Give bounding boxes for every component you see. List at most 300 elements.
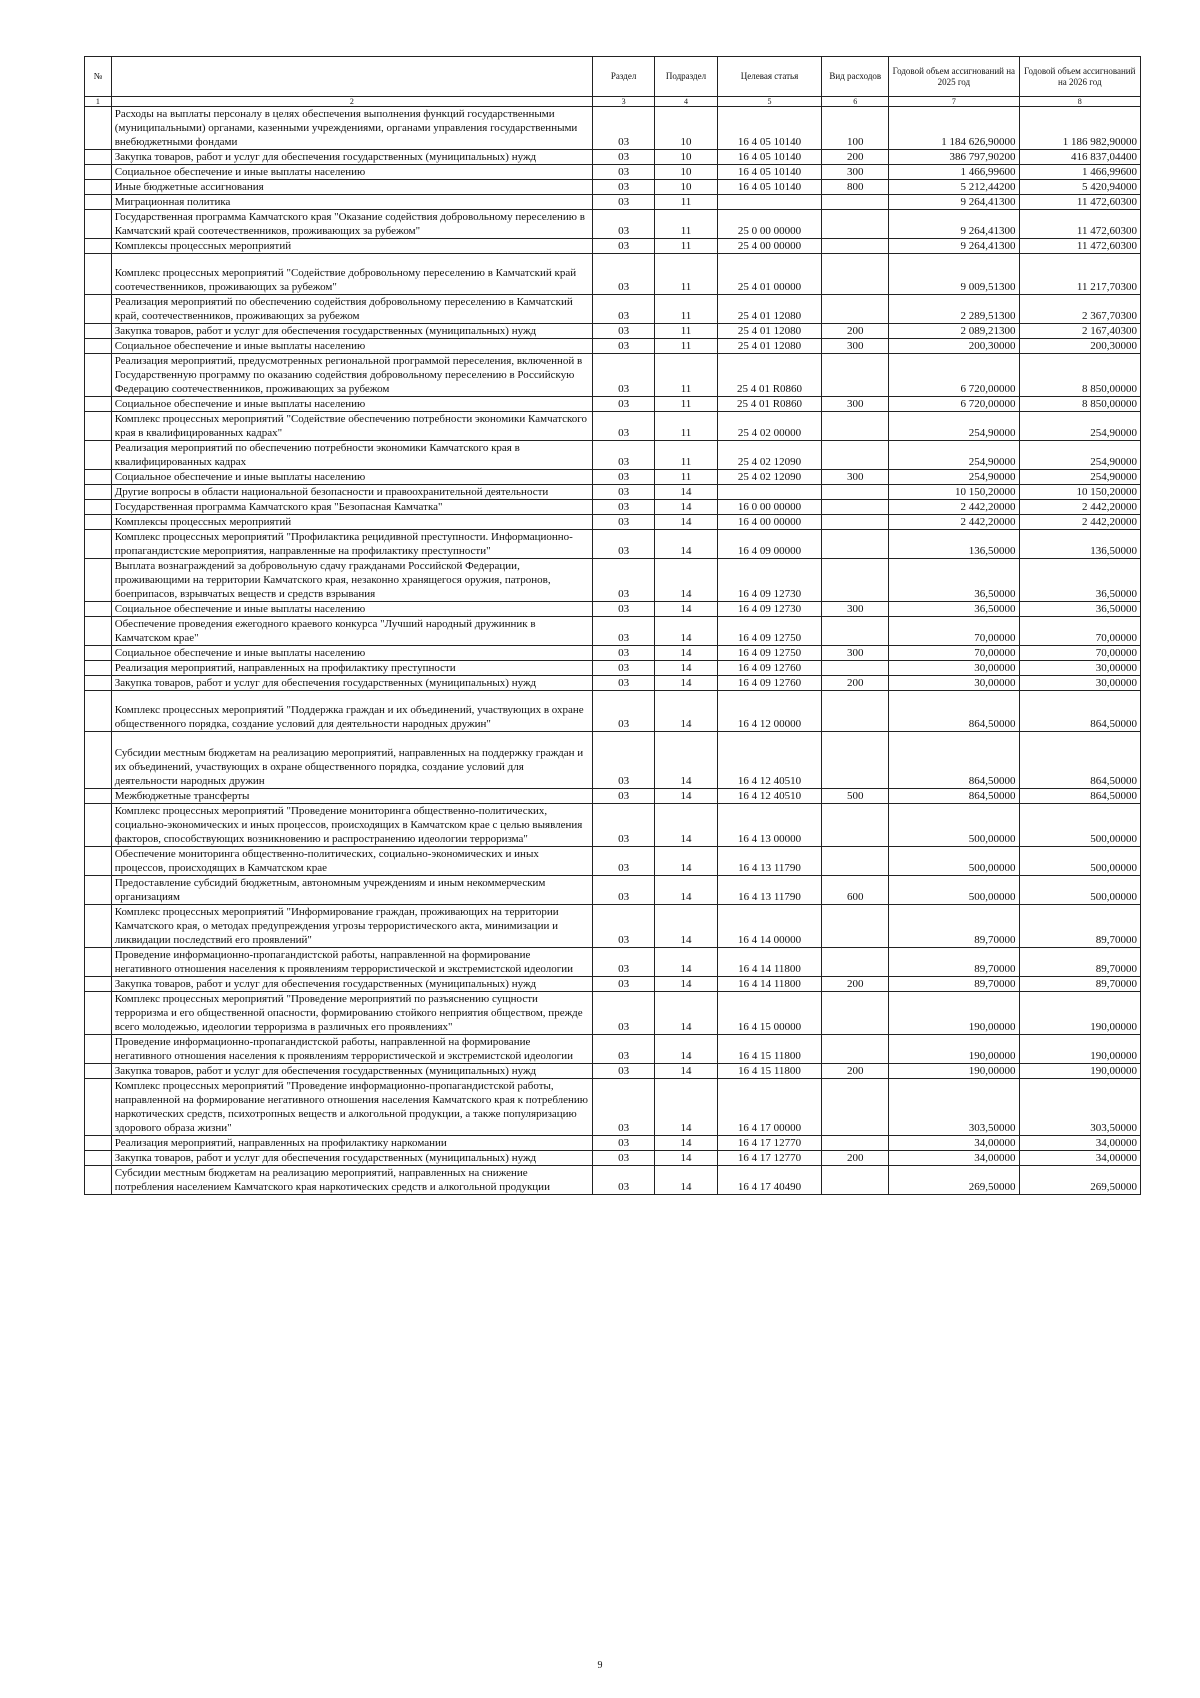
- cell-no: [85, 412, 112, 441]
- table-row: [85, 150, 1141, 165]
- table-row: [85, 397, 1141, 412]
- cell-podrazdel: 11: [655, 210, 717, 239]
- cell-podrazdel: 14: [655, 804, 717, 847]
- cell-vid: 300: [822, 165, 889, 180]
- table-row: [85, 441, 1141, 470]
- table-row: [85, 676, 1141, 691]
- cell-razdel: 03: [592, 500, 654, 515]
- cell-2025: 254,90000: [889, 441, 1019, 470]
- cell-razdel: 03: [592, 180, 654, 195]
- cell-2025: 1 184 626,90000: [889, 107, 1019, 150]
- cell-vid: [822, 295, 889, 324]
- header-vid: Вид расходов: [822, 57, 889, 97]
- cell-2025: 34,00000: [889, 1151, 1019, 1166]
- cell-podrazdel: 14: [655, 617, 717, 646]
- cell-podrazdel: 14: [655, 1151, 717, 1166]
- cell-name: Обеспечение проведения ежегодного краевого конкурса "Лучший народный дружинник в Камчатском крае": [111, 617, 592, 646]
- cell-2025: 2 442,20000: [889, 515, 1019, 530]
- cell-podrazdel: 11: [655, 324, 717, 339]
- cell-target: 25 4 02 00000: [717, 412, 822, 441]
- cell-2025: 500,00000: [889, 804, 1019, 847]
- header-target: Целевая статья: [717, 57, 822, 97]
- colnum: 1: [85, 97, 112, 107]
- budget-table: [84, 56, 1141, 1195]
- cell-no: [85, 195, 112, 210]
- cell-2025: 36,50000: [889, 602, 1019, 617]
- cell-2026: 254,90000: [1019, 470, 1140, 485]
- cell-no: [85, 1035, 112, 1064]
- cell-target: 16 4 13 11790: [717, 847, 822, 876]
- cell-razdel: 03: [592, 1035, 654, 1064]
- cell-target: 16 4 00 00000: [717, 515, 822, 530]
- cell-2025: 190,00000: [889, 1064, 1019, 1079]
- cell-vid: 200: [822, 1151, 889, 1166]
- cell-2026: 864,50000: [1019, 789, 1140, 804]
- cell-razdel: 03: [592, 515, 654, 530]
- cell-no: [85, 515, 112, 530]
- cell-razdel: 03: [592, 977, 654, 992]
- cell-vid: [822, 1035, 889, 1064]
- table-row: [85, 948, 1141, 977]
- table-row: [85, 339, 1141, 354]
- cell-podrazdel: 14: [655, 485, 717, 500]
- cell-razdel: 03: [592, 691, 654, 732]
- cell-name: Закупка товаров, работ и услуг для обеспечения государственных (муниципальных) нужд: [111, 1064, 592, 1079]
- cell-vid: [822, 905, 889, 948]
- cell-target: 16 4 13 11790: [717, 876, 822, 905]
- cell-podrazdel: 14: [655, 847, 717, 876]
- colnum: 4: [655, 97, 717, 107]
- table-row: [85, 804, 1141, 847]
- cell-vid: [822, 195, 889, 210]
- cell-razdel: 03: [592, 354, 654, 397]
- cell-2025: 30,00000: [889, 676, 1019, 691]
- cell-no: [85, 1064, 112, 1079]
- cell-target: 25 4 01 12080: [717, 295, 822, 324]
- cell-name: Комплексы процессных мероприятий: [111, 515, 592, 530]
- cell-target: 25 4 01 12080: [717, 324, 822, 339]
- cell-no: [85, 905, 112, 948]
- cell-podrazdel: 10: [655, 165, 717, 180]
- cell-name: Иные бюджетные ассигнования: [111, 180, 592, 195]
- table-row: [85, 646, 1141, 661]
- cell-name: Государственная программа Камчатского края "Безопасная Камчатка": [111, 500, 592, 515]
- cell-no: [85, 1136, 112, 1151]
- cell-no: [85, 977, 112, 992]
- cell-razdel: 03: [592, 324, 654, 339]
- cell-vid: 300: [822, 646, 889, 661]
- cell-2026: 2 442,20000: [1019, 515, 1140, 530]
- cell-razdel: 03: [592, 530, 654, 559]
- cell-2026: 70,00000: [1019, 646, 1140, 661]
- cell-name: Реализация мероприятий по обеспечению потребности экономики Камчатского края в квалифицированных кадрах: [111, 441, 592, 470]
- cell-target: 16 4 05 10140: [717, 150, 822, 165]
- cell-2026: 254,90000: [1019, 412, 1140, 441]
- cell-name: Предоставление субсидий бюджетным, автономным учреждениям и иным некоммерческим организациям: [111, 876, 592, 905]
- cell-2025: 190,00000: [889, 992, 1019, 1035]
- table-row: [85, 470, 1141, 485]
- cell-2026: 190,00000: [1019, 1035, 1140, 1064]
- colnum: 8: [1019, 97, 1140, 107]
- cell-razdel: 03: [592, 210, 654, 239]
- cell-2025: 500,00000: [889, 847, 1019, 876]
- cell-razdel: 03: [592, 470, 654, 485]
- cell-2026: 200,30000: [1019, 339, 1140, 354]
- cell-razdel: 03: [592, 165, 654, 180]
- table-row: [85, 239, 1141, 254]
- table-row: [85, 789, 1141, 804]
- cell-no: [85, 789, 112, 804]
- table-row: [85, 354, 1141, 397]
- cell-name: Социальное обеспечение и иные выплаты населению: [111, 602, 592, 617]
- table-row: [85, 254, 1141, 295]
- cell-name: Реализация мероприятий, направленных на профилактику преступности: [111, 661, 592, 676]
- cell-2025: 1 466,99600: [889, 165, 1019, 180]
- cell-target: 16 4 15 11800: [717, 1035, 822, 1064]
- cell-name: Выплата вознаграждений за добровольную сдачу гражданами Российской Федерации, проживающими на территории Камчатского края, незаконно хранящегося оружия, патронов, боеприпасов, взрывчатых веществ и средств взрывания: [111, 559, 592, 602]
- cell-podrazdel: 14: [655, 646, 717, 661]
- cell-target: 16 4 14 11800: [717, 977, 822, 992]
- cell-no: [85, 992, 112, 1035]
- cell-razdel: 03: [592, 485, 654, 500]
- cell-no: [85, 107, 112, 150]
- cell-2026: 190,00000: [1019, 1064, 1140, 1079]
- cell-vid: [822, 500, 889, 515]
- table-row: [85, 210, 1141, 239]
- header-2026: Годовой объем ассигнований на 2026 год: [1019, 57, 1140, 97]
- cell-podrazdel: 11: [655, 441, 717, 470]
- cell-podrazdel: 14: [655, 602, 717, 617]
- cell-vid: 200: [822, 977, 889, 992]
- cell-vid: 800: [822, 180, 889, 195]
- cell-vid: 300: [822, 339, 889, 354]
- cell-name: Закупка товаров, работ и услуг для обеспечения государственных (муниципальных) нужд: [111, 1151, 592, 1166]
- cell-name: Реализация мероприятий по обеспечению содействия добровольному переселению в Камчатский край, соотечественников, проживающих за рубежом: [111, 295, 592, 324]
- table-row: [85, 661, 1141, 676]
- cell-2025: 864,50000: [889, 789, 1019, 804]
- cell-name: Межбюджетные трансферты: [111, 789, 592, 804]
- table-row: [85, 617, 1141, 646]
- cell-vid: [822, 210, 889, 239]
- cell-razdel: 03: [592, 905, 654, 948]
- cell-podrazdel: 11: [655, 254, 717, 295]
- table-row: [85, 500, 1141, 515]
- cell-target: [717, 195, 822, 210]
- cell-razdel: 03: [592, 254, 654, 295]
- cell-target: 16 4 09 12750: [717, 617, 822, 646]
- cell-vid: [822, 661, 889, 676]
- cell-vid: 100: [822, 107, 889, 150]
- cell-name: Закупка товаров, работ и услуг для обеспечения государственных (муниципальных) нужд: [111, 150, 592, 165]
- cell-2025: 136,50000: [889, 530, 1019, 559]
- cell-2025: 2 089,21300: [889, 324, 1019, 339]
- header-name: [111, 57, 592, 97]
- cell-target: 16 4 17 40490: [717, 1166, 822, 1195]
- colnum: 3: [592, 97, 654, 107]
- cell-2025: 6 720,00000: [889, 397, 1019, 412]
- table-row: [85, 1166, 1141, 1195]
- cell-vid: [822, 412, 889, 441]
- table-row: [85, 691, 1141, 732]
- cell-name: Социальное обеспечение и иные выплаты населению: [111, 646, 592, 661]
- header-razdel: Раздел: [592, 57, 654, 97]
- cell-razdel: 03: [592, 412, 654, 441]
- cell-target: 16 4 09 12750: [717, 646, 822, 661]
- cell-podrazdel: 14: [655, 1035, 717, 1064]
- cell-vid: 200: [822, 324, 889, 339]
- cell-target: 16 4 15 00000: [717, 992, 822, 1035]
- cell-2025: 9 264,41300: [889, 195, 1019, 210]
- cell-2026: 2 167,40300: [1019, 324, 1140, 339]
- cell-name: Субсидии местным бюджетам на реализацию мероприятий, направленных на снижение потребления населением Камчатского края наркотических средств и алкогольной продукции: [111, 1166, 592, 1195]
- cell-podrazdel: 14: [655, 1166, 717, 1195]
- cell-2025: 386 797,90200: [889, 150, 1019, 165]
- cell-2026: 500,00000: [1019, 847, 1140, 876]
- cell-podrazdel: 11: [655, 354, 717, 397]
- header-no: №: [85, 57, 112, 97]
- column-number-row: [85, 97, 1141, 107]
- cell-no: [85, 559, 112, 602]
- cell-name: Закупка товаров, работ и услуг для обеспечения государственных (муниципальных) нужд: [111, 324, 592, 339]
- cell-no: [85, 165, 112, 180]
- table-row: [85, 1151, 1141, 1166]
- cell-name: Другие вопросы в области национальной безопасности и правоохранительной деятельности: [111, 485, 592, 500]
- cell-name: Комплекс процессных мероприятий "Поддержка граждан и их объединений, участвующих в охране общественного порядка, создание условий для деятельности народных дружин": [111, 691, 592, 732]
- cell-2026: 89,70000: [1019, 905, 1140, 948]
- cell-target: 16 4 12 00000: [717, 691, 822, 732]
- cell-podrazdel: 11: [655, 470, 717, 485]
- cell-podrazdel: 11: [655, 239, 717, 254]
- cell-name: Миграционная политика: [111, 195, 592, 210]
- cell-2026: 8 850,00000: [1019, 397, 1140, 412]
- cell-vid: [822, 515, 889, 530]
- cell-vid: 200: [822, 676, 889, 691]
- cell-razdel: 03: [592, 150, 654, 165]
- header-2025: Годовой объем ассигнований на 2025 год: [889, 57, 1019, 97]
- cell-vid: [822, 992, 889, 1035]
- cell-razdel: 03: [592, 339, 654, 354]
- cell-target: 25 4 01 00000: [717, 254, 822, 295]
- cell-2025: 89,70000: [889, 948, 1019, 977]
- cell-vid: 300: [822, 470, 889, 485]
- cell-no: [85, 239, 112, 254]
- cell-target: 16 4 12 40510: [717, 732, 822, 789]
- table-row: [85, 107, 1141, 150]
- cell-2026: 70,00000: [1019, 617, 1140, 646]
- cell-vid: [822, 254, 889, 295]
- cell-podrazdel: 10: [655, 107, 717, 150]
- cell-razdel: 03: [592, 804, 654, 847]
- cell-razdel: 03: [592, 948, 654, 977]
- table-row: [85, 1064, 1141, 1079]
- cell-no: [85, 530, 112, 559]
- cell-no: [85, 676, 112, 691]
- cell-target: [717, 485, 822, 500]
- cell-2025: 303,50000: [889, 1079, 1019, 1136]
- cell-vid: 300: [822, 602, 889, 617]
- cell-2026: 2 442,20000: [1019, 500, 1140, 515]
- cell-name: Государственная программа Камчатского края "Оказание содействия добровольному переселению в Камчатский край соотечественников, проживающих за рубежом": [111, 210, 592, 239]
- cell-target: 16 0 00 00000: [717, 500, 822, 515]
- cell-razdel: 03: [592, 602, 654, 617]
- cell-name: Закупка товаров, работ и услуг для обеспечения государственных (муниципальных) нужд: [111, 977, 592, 992]
- cell-2025: 36,50000: [889, 559, 1019, 602]
- cell-vid: [822, 1136, 889, 1151]
- page-number: 9: [597, 1660, 603, 1671]
- cell-podrazdel: 14: [655, 977, 717, 992]
- cell-2026: 1 466,99600: [1019, 165, 1140, 180]
- cell-name: Обеспечение мониторинга общественно-политических, социально-экономических и иных процессов, происходящих в Камчатском крае: [111, 847, 592, 876]
- cell-podrazdel: 14: [655, 1079, 717, 1136]
- cell-name: Социальное обеспечение и иные выплаты населению: [111, 397, 592, 412]
- table-row: [85, 1079, 1141, 1136]
- cell-name: Проведение информационно-пропагандистской работы, направленной на формирование негативного отношения населения к проявлениям террористической и экстремистской идеологии: [111, 948, 592, 977]
- cell-target: 16 4 12 40510: [717, 789, 822, 804]
- cell-2026: 30,00000: [1019, 676, 1140, 691]
- table-row: [85, 324, 1141, 339]
- cell-no: [85, 500, 112, 515]
- cell-2025: 10 150,20000: [889, 485, 1019, 500]
- table-row: [85, 485, 1141, 500]
- table-row: [85, 1136, 1141, 1151]
- cell-no: [85, 150, 112, 165]
- cell-no: [85, 397, 112, 412]
- table-row: [85, 559, 1141, 602]
- cell-2026: 89,70000: [1019, 948, 1140, 977]
- cell-razdel: 03: [592, 397, 654, 412]
- cell-2025: 30,00000: [889, 661, 1019, 676]
- cell-razdel: 03: [592, 617, 654, 646]
- cell-podrazdel: 14: [655, 905, 717, 948]
- cell-2026: 11 472,60300: [1019, 195, 1140, 210]
- cell-vid: [822, 485, 889, 500]
- cell-2026: 34,00000: [1019, 1151, 1140, 1166]
- cell-vid: [822, 1166, 889, 1195]
- table-row: [85, 180, 1141, 195]
- cell-podrazdel: 14: [655, 500, 717, 515]
- table-row: [85, 195, 1141, 210]
- cell-no: [85, 1079, 112, 1136]
- cell-podrazdel: 14: [655, 1064, 717, 1079]
- cell-podrazdel: 14: [655, 1136, 717, 1151]
- cell-podrazdel: 14: [655, 732, 717, 789]
- cell-2025: 254,90000: [889, 412, 1019, 441]
- cell-no: [85, 732, 112, 789]
- cell-no: [85, 295, 112, 324]
- cell-2025: 190,00000: [889, 1035, 1019, 1064]
- cell-razdel: 03: [592, 876, 654, 905]
- cell-2025: 9 264,41300: [889, 239, 1019, 254]
- cell-razdel: 03: [592, 732, 654, 789]
- cell-no: [85, 646, 112, 661]
- cell-2025: 89,70000: [889, 905, 1019, 948]
- table-row: [85, 165, 1141, 180]
- cell-razdel: 03: [592, 992, 654, 1035]
- cell-2025: 2 442,20000: [889, 500, 1019, 515]
- cell-razdel: 03: [592, 676, 654, 691]
- cell-target: 16 4 09 12760: [717, 661, 822, 676]
- table-row: [85, 992, 1141, 1035]
- cell-razdel: 03: [592, 441, 654, 470]
- cell-podrazdel: 11: [655, 412, 717, 441]
- cell-name: Комплекс процессных мероприятий "Информирование граждан, проживающих на территории Камчатского края, о методах предупреждения угрозы террористического акта, минимизации и ликвидации последствий его проявлений": [111, 905, 592, 948]
- table-row: [85, 977, 1141, 992]
- cell-vid: [822, 847, 889, 876]
- table-row: [85, 602, 1141, 617]
- cell-target: 16 4 05 10140: [717, 180, 822, 195]
- cell-2026: 500,00000: [1019, 804, 1140, 847]
- cell-target: 16 4 17 00000: [717, 1079, 822, 1136]
- cell-razdel: 03: [592, 295, 654, 324]
- cell-2026: 11 472,60300: [1019, 239, 1140, 254]
- cell-name: Социальное обеспечение и иные выплаты населению: [111, 339, 592, 354]
- cell-target: 16 4 05 10140: [717, 165, 822, 180]
- cell-2026: 5 420,94000: [1019, 180, 1140, 195]
- cell-2025: 864,50000: [889, 732, 1019, 789]
- cell-name: Комплекс процессных мероприятий "Проведение мониторинга общественно-политических, социально-экономических и иных процессов, происходящих в Камчатском крае с целью выявления факторов, способствующих возникновению и распространению идеологии терроризма": [111, 804, 592, 847]
- table-row: [85, 732, 1141, 789]
- cell-target: 25 4 00 00000: [717, 239, 822, 254]
- cell-2026: 34,00000: [1019, 1136, 1140, 1151]
- table-row: [85, 515, 1141, 530]
- cell-razdel: 03: [592, 1151, 654, 1166]
- cell-2026: 2 367,70300: [1019, 295, 1140, 324]
- table-row: [85, 876, 1141, 905]
- cell-name: Реализация мероприятий, предусмотренных региональной программой переселения, включенной в Государственную программу по оказанию содействия добровольному переселению в Российскую Федерацию соотечественников, проживающих за рубежом: [111, 354, 592, 397]
- cell-podrazdel: 11: [655, 295, 717, 324]
- cell-2025: 70,00000: [889, 617, 1019, 646]
- cell-vid: 200: [822, 1064, 889, 1079]
- cell-vid: 300: [822, 397, 889, 412]
- cell-target: 16 4 09 12730: [717, 602, 822, 617]
- cell-target: 16 4 17 12770: [717, 1136, 822, 1151]
- cell-2026: 30,00000: [1019, 661, 1140, 676]
- cell-2025: 9 009,51300: [889, 254, 1019, 295]
- cell-2026: 10 150,20000: [1019, 485, 1140, 500]
- cell-2025: 34,00000: [889, 1136, 1019, 1151]
- cell-vid: [822, 530, 889, 559]
- cell-podrazdel: 10: [655, 150, 717, 165]
- table-row: [85, 1035, 1141, 1064]
- cell-no: [85, 847, 112, 876]
- cell-2025: 254,90000: [889, 470, 1019, 485]
- cell-2026: 190,00000: [1019, 992, 1140, 1035]
- cell-2025: 864,50000: [889, 691, 1019, 732]
- cell-no: [85, 876, 112, 905]
- cell-vid: [822, 732, 889, 789]
- cell-2026: 89,70000: [1019, 977, 1140, 992]
- cell-target: 16 4 17 12770: [717, 1151, 822, 1166]
- cell-podrazdel: 14: [655, 676, 717, 691]
- cell-target: 25 4 01 R0860: [717, 397, 822, 412]
- cell-2026: 136,50000: [1019, 530, 1140, 559]
- cell-podrazdel: 11: [655, 195, 717, 210]
- cell-no: [85, 1151, 112, 1166]
- cell-2026: 254,90000: [1019, 441, 1140, 470]
- cell-name: Закупка товаров, работ и услуг для обеспечения государственных (муниципальных) нужд: [111, 676, 592, 691]
- cell-vid: [822, 617, 889, 646]
- cell-razdel: 03: [592, 1064, 654, 1079]
- cell-name: Комплекс процессных мероприятий "Проведение информационно-пропагандистской работы, направленной на формирование негативного отношения населения Камчатского края к потреблению наркотических средств, психотропных веществ и алкогольной продукции, а также популяризацию здорового образа жизни": [111, 1079, 592, 1136]
- cell-name: Реализация мероприятий, направленных на профилактику наркомании: [111, 1136, 592, 1151]
- cell-2026: 303,50000: [1019, 1079, 1140, 1136]
- cell-vid: 200: [822, 150, 889, 165]
- cell-2025: 269,50000: [889, 1166, 1019, 1195]
- cell-target: 16 4 14 11800: [717, 948, 822, 977]
- cell-no: [85, 254, 112, 295]
- cell-name: Комплекс процессных мероприятий "Проведение мероприятий по разъяснению сущности терроризма и его общественной опасности, формированию стойкого неприятия обществом, прежде всего молодежью, идеологии терроризма в различных его проявлениях": [111, 992, 592, 1035]
- cell-2026: 1 186 982,90000: [1019, 107, 1140, 150]
